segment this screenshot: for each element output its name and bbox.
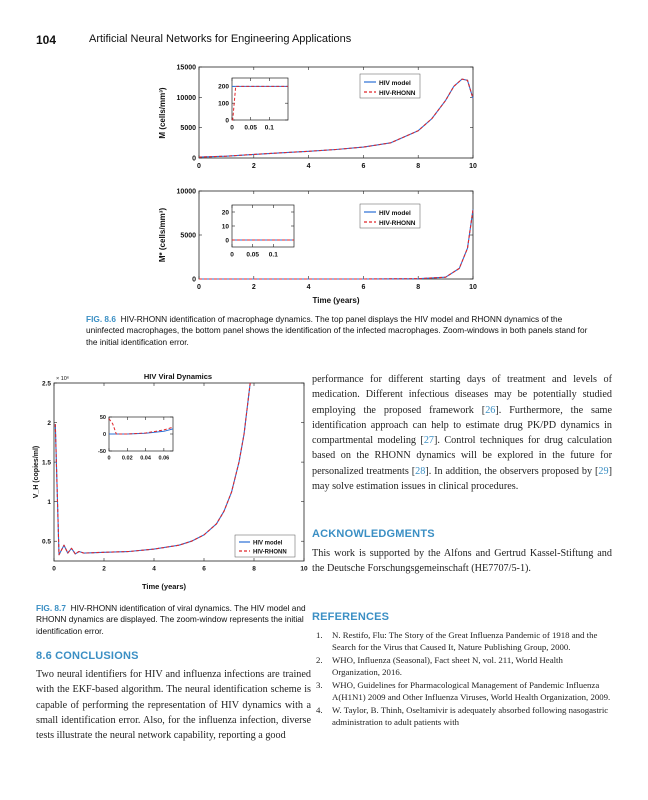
x-tick-label: 10 [469, 163, 477, 170]
reference-number: 1. [316, 630, 323, 640]
top-panel-ylabel: M (cells/mm³) [158, 87, 167, 139]
reference-text: WHO, Influenza (Seasonal), Fact sheet N, vol. 211, World Health Organization, 2016. [332, 654, 563, 677]
citation-link[interactable]: 26 [485, 404, 496, 416]
x-tick-label: 2 [251, 163, 256, 170]
x-tick-label: 8 [416, 163, 421, 170]
figure-8-7 [32, 370, 314, 595]
x-tick-label: 0.05 [244, 124, 257, 132]
reference-item [312, 680, 612, 704]
x-tick-label: 0.02 [121, 455, 133, 462]
x-tick-label: 10 [469, 284, 477, 291]
reference-item [312, 655, 612, 679]
figure-8-7-caption [36, 603, 310, 637]
x-tick-label: 6 [202, 565, 206, 573]
y-tick-label: 1.5 [41, 459, 51, 467]
x-tick-label: 0 [230, 124, 234, 132]
citation-link[interactable]: 29 [598, 465, 609, 477]
discussion-paragraph [312, 372, 612, 494]
legend-label-hiv: HIV model [379, 80, 411, 87]
y-tick-label: 0 [225, 117, 229, 125]
legend-label-hiv: HIV model [253, 540, 283, 547]
viral-scale-label: × 10⁶ [56, 376, 70, 382]
x-tick-label: 0 [197, 163, 201, 170]
bottom-panel-xlabel: Time (years) [312, 296, 360, 305]
text-run: ] may solve estimation issues in clinical procedures. [312, 465, 612, 493]
reference-text: WHO, Guidelines for Pharmacological Management of Pandemic Influenza A(H1N1) 2009 and Other Influenza Viruses, World Health Organization, 2009. [332, 679, 611, 702]
y-tick-label: 50 [99, 414, 106, 421]
viral-chart-title: HIV Viral Dynamics [143, 372, 213, 381]
viral-panel-frame [54, 383, 304, 561]
text-run: ]. Control techniques for drug calculation based on the RHONN dynamics will be explored in the future for personalized treatments [ [312, 435, 612, 477]
x-tick-label: 0.1 [264, 124, 274, 132]
y-tick-label: 0 [225, 237, 229, 245]
caption-label: FIG. 8.6 [86, 314, 116, 324]
bottom-panel-ylabel: M* (cells/mm³) [158, 207, 167, 263]
caption-label: FIG. 8.7 [36, 603, 66, 613]
x-tick-label: 4 [306, 284, 311, 291]
y-tick-label: 0 [192, 276, 196, 284]
y-tick-label: 0.5 [41, 538, 51, 546]
y-tick-label: 10 [221, 223, 229, 231]
top-inset-frame [232, 78, 288, 120]
figure-8-6-caption [86, 314, 596, 348]
viral-xlabel: Time (years) [141, 582, 187, 591]
y-tick-label: 100 [218, 100, 229, 108]
x-tick-label: 0 [52, 565, 56, 573]
x-tick-label: 0 [230, 251, 234, 259]
x-tick-label: 8 [252, 565, 256, 573]
conclusions-heading: 8.6 CONCLUSIONS [36, 650, 139, 662]
viral-ylabel: V_H (copies/ml) [33, 445, 40, 499]
x-tick-label: 2 [251, 284, 256, 291]
page-number: 104 [36, 33, 57, 47]
y-tick-label: 200 [218, 83, 229, 91]
x-tick-label: 2 [102, 565, 106, 573]
y-tick-label: 2 [47, 419, 51, 427]
x-tick-label: 0.06 [158, 455, 170, 462]
reference-list [312, 630, 612, 730]
x-tick-label: 0 [107, 455, 111, 462]
legend-label-rhonn: HIV-RHONN [379, 90, 416, 97]
text-run: ]. Furthermore, the same identification approach can help to estimate drug PK/PD dynamics in compartmental modeling [ [312, 404, 612, 447]
running-header-title: Artificial Neural Networks for Engineering Applications [89, 33, 352, 45]
legend-label-hiv: HIV model [379, 210, 411, 217]
legend-label-rhonn: HIV-RHONN [379, 220, 416, 227]
y-tick-label: 20 [221, 209, 229, 217]
x-tick-label: 0.04 [140, 455, 151, 462]
acknowledgments-heading: ACKNOWLEDGMENTS [312, 528, 435, 540]
caption-text: HIV-RHONN identification of macrophage dynamics. The top panel displays the HIV model and RHONN dynamics of the uninfected macrophages, the bottom panel shows the identification of the infected macrophages. Zoom-windows in both panels stand for the initial identification error. [86, 314, 588, 347]
text-run: ]. In addition, the observers proposed by [ [425, 465, 599, 477]
x-tick-label: 8 [416, 284, 421, 291]
reference-text: N. Restifo, Flu: The Story of the Great Influenza Pandemic of 1918 and the Search for the Virus that Caused It, Nature Publishing Group, 2000. [332, 630, 598, 652]
x-tick-label: 0.1 [268, 251, 278, 259]
reference-text: W. Taylor, B. Thinh, Oseltamivir is adequately absorbed following nasogastric administration to adult patients with [332, 704, 609, 727]
y-tick-label: 5000 [180, 125, 196, 133]
citation-link[interactable]: 28 [415, 465, 426, 477]
y-tick-label: 10000 [176, 188, 196, 196]
x-tick-label: 6 [361, 163, 366, 170]
x-tick-label: 6 [361, 284, 366, 291]
text-run: performance for different starting days of treatment and levels of medication. Different infectious diseases may be potentially studied employing the proposed framework [ [312, 374, 612, 416]
y-tick-label: 0 [192, 155, 196, 163]
x-tick-label: 10 [300, 565, 308, 573]
x-tick-label: 0.05 [246, 251, 259, 259]
reference-item [312, 705, 612, 729]
y-tick-label: 1 [47, 498, 51, 506]
reference-number: 4. [316, 704, 323, 715]
reference-item [312, 630, 612, 654]
citation-link[interactable]: 27 [423, 435, 435, 447]
reference-number: 3. [316, 679, 323, 690]
legend-label-rhonn: HIV-RHONN [253, 549, 287, 556]
y-tick-label: 15000 [176, 64, 196, 72]
x-tick-label: 4 [152, 565, 156, 573]
y-tick-label: 2.5 [41, 380, 51, 388]
y-tick-label: 0 [102, 431, 106, 438]
reference-number: 2. [316, 654, 323, 665]
x-tick-label: 0 [197, 284, 201, 291]
acknowledgments-paragraph: This work is supported by the Alfons and Gertrud Kassel-Stiftung and the Deutsche Forschungsgemeinschaft (HE7707/5-1). [312, 548, 612, 575]
conclusions-paragraph: Two neural identifiers for HIV and influenza infections are trained with the EKF-based algorithm. The neural identification scheme is capable of performing the representation of HIV dynamics with a small identification error. Also, for the influenza infection, diverse tests illustrate the neural network capability, reporting a good [36, 669, 311, 742]
caption-text: HIV-RHONN identification of viral dynamics. The HIV model and RHONN dynamics are displayed. The zoom-window represents the initial identification error. [36, 603, 306, 636]
bottom-inset-frame [232, 205, 294, 247]
y-tick-label: 10000 [176, 94, 196, 102]
y-tick-label: 5000 [180, 232, 196, 240]
x-tick-label: 4 [306, 163, 311, 170]
y-tick-label: -50 [98, 448, 106, 455]
references-heading: REFERENCES [312, 611, 390, 623]
figure-8-6 [150, 58, 490, 308]
